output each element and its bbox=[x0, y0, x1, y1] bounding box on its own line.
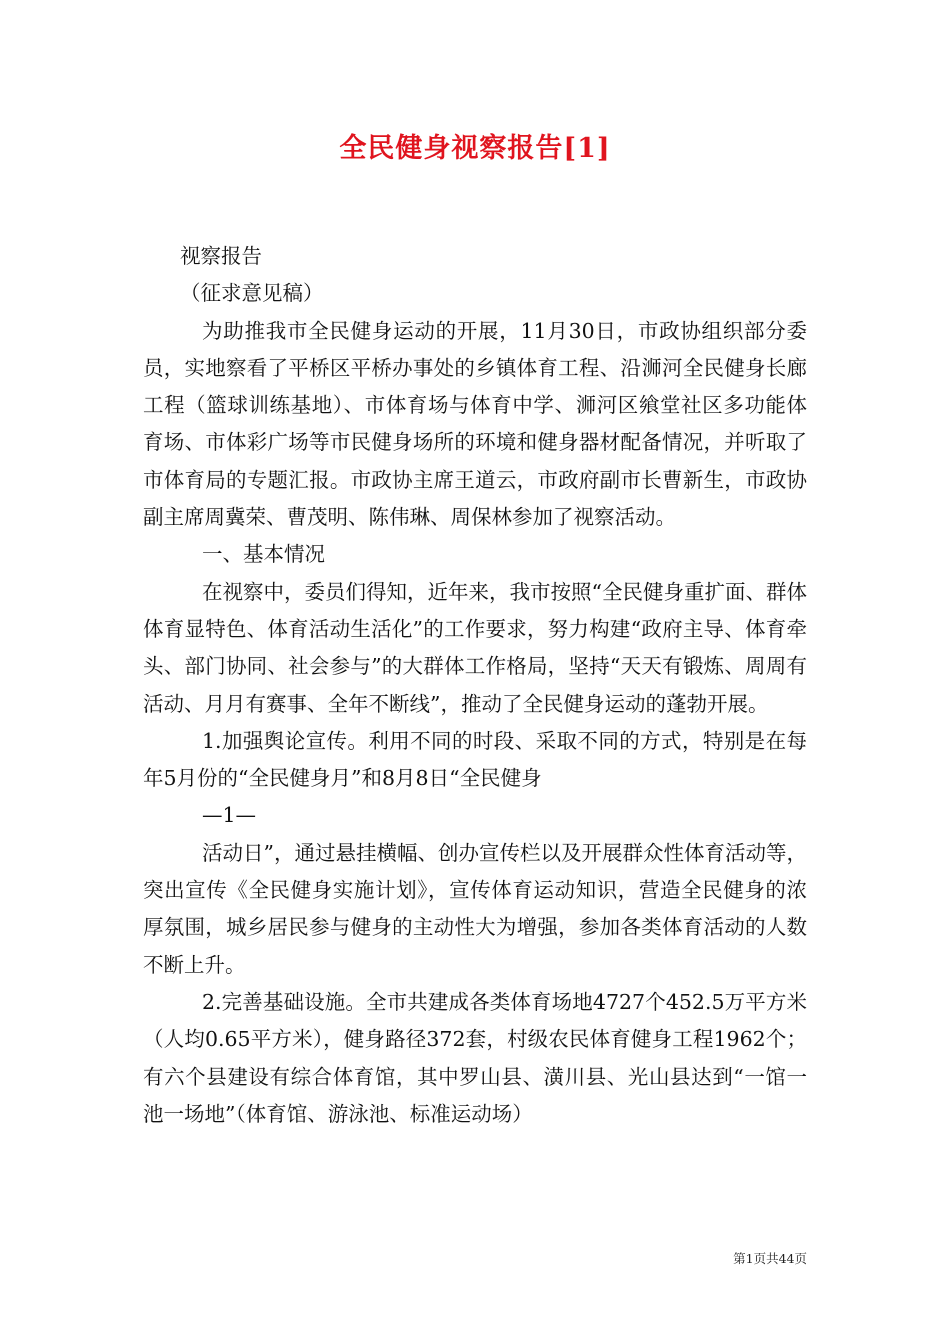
report-heading: 视察报告 bbox=[180, 244, 262, 268]
document-body bbox=[143, 238, 807, 1133]
paragraph-infrastructure: 2.完善基础设施。全市共建成各类体育场地4727个452.5万平方米（人均0.65平方米），健身路径372套，村级农民体育健身工程1962个；有六个县建设有综合体育馆，其中罗山县、潢川县、光山县达到“一馆一池一场地”（体育馆、游泳池、标准运动场） bbox=[143, 989, 807, 1126]
paragraph-publicity-cont: 活动日”，通过悬挂横幅、创办宣传栏以及开展群众性体育活动等，突出宣传《全民健身实施计划》，宣传体育运动知识，营造全民健身的浓厚氛围，城乡居民参与健身的主动性大为增强，参加各类体育活动的人数不断上升。 bbox=[143, 840, 807, 977]
draft-note: （征求意见稿） bbox=[180, 281, 324, 306]
document-title: 全民健身视察报告[1] bbox=[339, 133, 611, 164]
page-footer: 第1页共44页 bbox=[733, 1251, 807, 1266]
paragraph-publicity: 1.加强舆论宣传。利用不同的时段、采取不同的方式，特别是在每年5月份的“全民健身月”和8月8日“全民健身 bbox=[143, 728, 807, 791]
section-heading-basic: 一、基本情况 bbox=[202, 542, 325, 567]
inline-page-marker: —1— bbox=[202, 803, 257, 828]
paragraph-intro: 为助推我市全民健身运动的开展，11月30日，市政协组织部分委员，实地察看了平桥区平桥办事处的乡镇体育工程、沿浉河全民健身长廊工程（篮球训练基地）、市体育场与体育中学、浉河区飨堂社区多功能体育场、市体彩广场等市民健身场所的环境和健身器材配备情况，并听取了市体育局的专题汇报。市政协主席王道云，市政府副市长曹新生，市政协副主席周冀荣、曹茂明、陈伟琳、周保林参加了视察活动。 bbox=[143, 318, 807, 530]
paragraph-overview: 在视察中，委员们得知，近年来，我市按照“全民健身重扩面、群体体育显特色、体育活动生活化”的工作要求，努力构建“政府主导、体育牵头、部门协同、社会参与”的大群体工作格局，坚持“天天有锻炼、周周有活动、月月有赛事、全年不断线”，推动了全民健身运动的蓬勃开展。 bbox=[143, 579, 807, 716]
